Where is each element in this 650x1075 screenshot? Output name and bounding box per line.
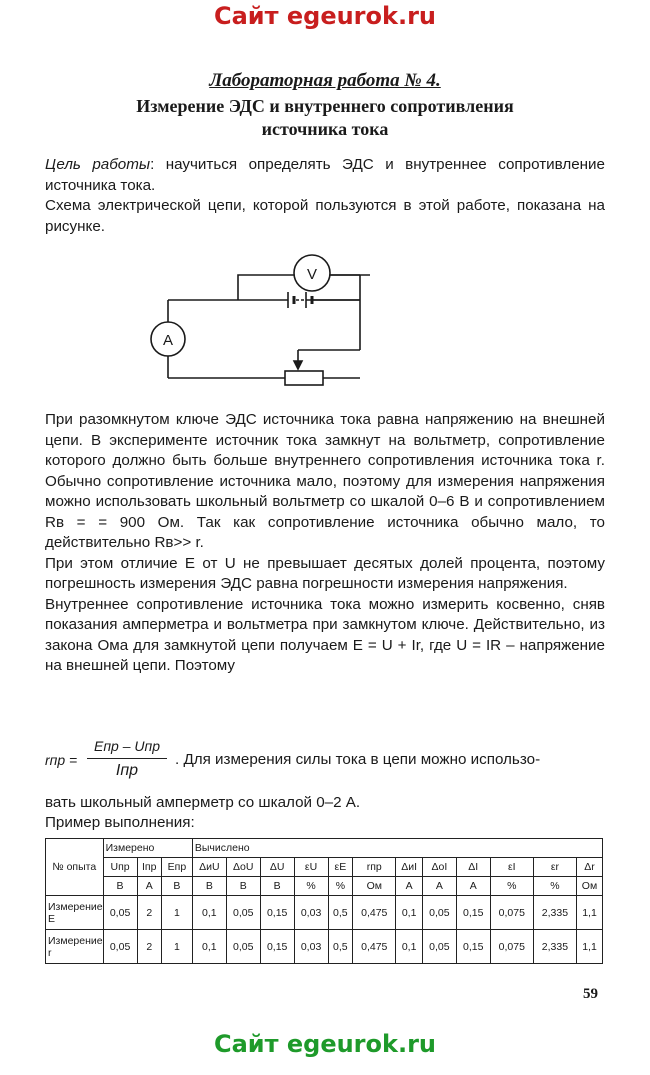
column-symbol: εI [490,858,533,877]
column-unit: А [137,877,161,896]
header-calculated: Вычислено [192,839,602,858]
column-unit: А [456,877,490,896]
column-symbol: Iпр [137,858,161,877]
formula-numerator: Eпр – Uпр [94,738,160,754]
column-symbol: εr [533,858,576,877]
resistance-formula [45,738,175,786]
table-cell: 1 [161,896,192,930]
ammeter-paragraph: вать школьный амперметр со шкалой 0–2 А. [45,794,361,811]
column-unit: В [260,877,294,896]
header-measured: Измерено [103,839,192,858]
voltmeter-label: V [306,266,318,283]
column-symbol: ΔоI [422,858,456,877]
goal-text: : научиться определять ЭДС и внутреннее сопротивление источника тока. [45,156,605,194]
watermark-top: Сайт egeurok.ru [213,2,437,30]
column-symbol: ΔI [456,858,490,877]
table-cell: 2,335 [533,896,576,930]
table-cell: 0,1 [396,930,423,964]
table-header-row [46,839,603,858]
table-row [46,930,603,964]
paragraph-emf: При разомкнутом ключе ЭДС источника тока равна напряжению на внешней цепи. В эксперименте источник тока замкнут на вольтметр, сопротивление которого должно быть больше внутреннего сопротивления источника тока r. Обычно сопротивление источника мало, поэтому для измерения напряжения можно использовать школьный вольтметр со шкалой 0–6 В и сопротивлением Rв = = 900 Ом. Так как сопротивление источника обычно мало, то действительно Rв>> r. [45,411,605,551]
circuit-diagram [130,245,370,395]
table-cell: 1 [161,930,192,964]
main-text [45,410,605,677]
table-cell: 2 [137,930,161,964]
formula-tail-text: . Для измерения силы тока в цепи можно использо- [175,751,541,768]
column-unit: % [328,877,353,896]
table-cell: 0,1 [192,930,226,964]
ammeter-label: A [162,332,174,349]
table-cell: 0,475 [353,896,396,930]
example-label: Пример выполнения: [45,814,195,831]
column-unit: Ом [577,877,603,896]
column-symbol: Eпр [161,858,192,877]
column-symbol: ΔоU [226,858,260,877]
table-cell: 0,05 [422,930,456,964]
results-table [45,838,603,964]
table-cell: 0,075 [490,896,533,930]
table-cell: 0,15 [456,930,490,964]
column-symbol: εU [294,858,328,877]
table-cell: 0,075 [490,930,533,964]
lab-subtitle [0,95,650,141]
lab-title: Лабораторная работа № 4. [209,70,441,91]
table-cell: 0,05 [422,896,456,930]
column-symbol: ΔU [260,858,294,877]
table-symbols-row [46,858,603,877]
column-symbol: ΔиI [396,858,423,877]
column-symbol: rпр [353,858,396,877]
page-number: 59 [583,986,598,1002]
paragraph-resistance: Внутреннее сопротивление источника тока можно измерить косвенно, сняв показания амперметра и вольтметра при замкнутом ключе. Действительно, из закона Ома для замкнутой цепи получаем E = U + Ir, где U = IR – напряжение на внешней цепи. Поэтому [45,595,605,674]
table-cell: 0,5 [328,930,353,964]
table-cell: 2 [137,896,161,930]
column-symbol: εE [328,858,353,877]
column-symbol: Uпр [103,858,137,877]
table-cell: 0,05 [103,896,137,930]
table-row [46,896,603,930]
table-cell: 0,03 [294,896,328,930]
table-cell: 1,1 [577,930,603,964]
column-unit: % [294,877,328,896]
column-unit: % [490,877,533,896]
formula-denominator: Iпр [115,762,139,779]
table-cell: 0,05 [226,930,260,964]
fraction-bar [87,758,167,759]
subtitle-line-1: Измерение ЭДС и внутреннего сопротивления [136,96,514,116]
column-symbol: ΔиU [192,858,226,877]
table-cell: 2,335 [533,930,576,964]
goal-label: Цель работы [45,156,151,173]
table-cell: 0,15 [260,896,294,930]
subtitle-line-2: источника тока [261,119,389,139]
column-unit: % [533,877,576,896]
column-unit: В [192,877,226,896]
table-cell: 0,15 [456,896,490,930]
table-cell: 0,475 [353,930,396,964]
column-unit: В [226,877,260,896]
column-unit: А [396,877,423,896]
column-unit: А [422,877,456,896]
table-cell: 0,1 [192,896,226,930]
table-units-row [46,877,603,896]
column-unit: В [161,877,192,896]
table-cell: 0,1 [396,896,423,930]
table-cell: 0,15 [260,930,294,964]
table-cell: 0,05 [226,896,260,930]
scheme-paragraph: Схема электрической цепи, которой пользуются в этой работе, показана на рисунке. [45,197,605,235]
goal-paragraph [45,155,605,196]
table-cell: 0,03 [294,930,328,964]
header-experiment-no: № опыта [46,839,104,896]
row-label: Измерение E [46,896,104,930]
watermark-bottom: Сайт egeurok.ru [213,1030,437,1058]
column-unit: Ом [353,877,396,896]
column-symbol: Δr [577,858,603,877]
column-unit: В [103,877,137,896]
table-cell: 0,05 [103,930,137,964]
paragraph-error: При этом отличие E от U не превышает десятых долей процента, поэтому погрешность измерения ЭДС равна погрешности измерения напряжения. [45,554,605,592]
table-cell: 0,5 [328,896,353,930]
formula-lhs: rпр = [45,752,78,768]
row-label: Измерение r [46,930,104,964]
table-cell: 1,1 [577,896,603,930]
